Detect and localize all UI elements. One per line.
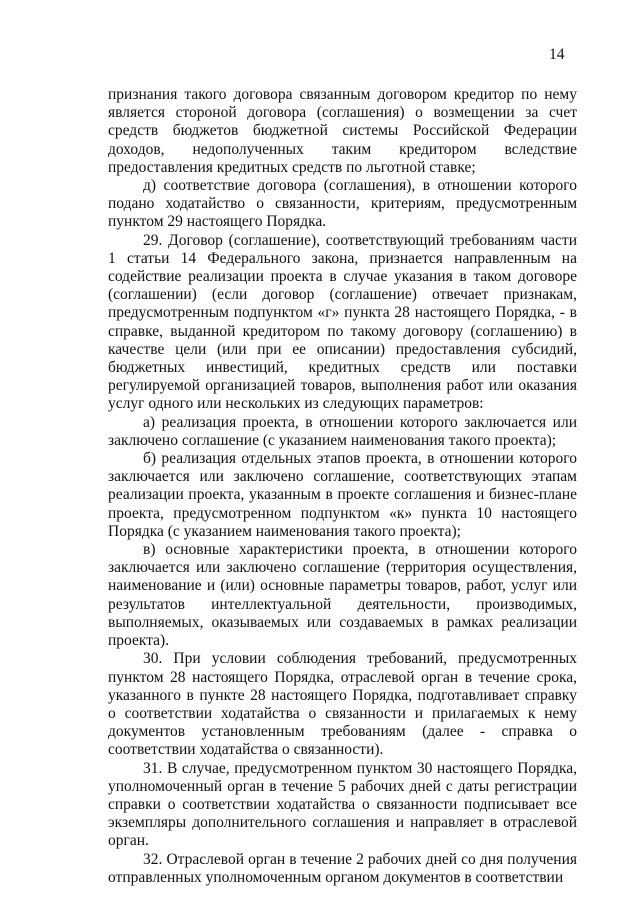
paragraph-subitem-b: б) реализация отдельных этапов проекта, в отношении которого заключается или заключено соглашение, соответствующих этапам реализации проекта, указанным в проекте соглашения и бизнес-плане проекта, предусмотренном подпунктом «к» пункта 10 настоящего Порядка (с указанием наименования такого проекта);	[108, 450, 577, 540]
paragraph-subitem-v: в) основные характеристики проекта, в отношении которого заключается или заключено соглашение (территория осуществления, наименование и (или) основные параметры товаров, работ, услуг или результатов интеллектуальной деятельности, производимых, выполняемых, оказываемых или создаваемых в рамках реализации проекта).	[108, 541, 577, 650]
paragraph-subitem-d: д) соответствие договора (соглашения), в отношении которого подано ходатайство о связанности, критериям, предусмотренным пунктом 29 настоящего Порядка.	[108, 177, 577, 231]
page-number: 14	[549, 46, 565, 63]
paragraph-subitem-a: а) реализация проекта, в отношении которого заключается или заключено соглашение (с указанием наименования такого проекта);	[108, 413, 577, 449]
paragraph-32: 32. Отраслевой орган в течение 2 рабочих дней со дня получения отправленных уполномоченным органом документов в соответствии	[108, 850, 577, 886]
paragraph-29: 29. Договор (соглашение), соответствующий требованиям части 1 статьи 14 Федерального закона, признается направленным на содействие реализации проекта в случае указания в таком договоре (соглашении) (если договор (соглашение) отвечает признакам, предусмотренным подпунктом «г» пункта 28 настоящего Порядка, - в справке, выданной кредитором по такому договору (соглашению) в качестве цели (или при ее описании) предоставления субсидий, бюджетных инвестиций, кредитных средств или поставки регулируемой организацией товаров, выполнения работ или оказания услуг одного или нескольких из следующих параметров:	[108, 231, 577, 413]
paragraph-31: 31. В случае, предусмотренном пунктом 30 настоящего Порядка, уполномоченный орган в течение 5 рабочих дней с даты регистрации справки о соответствии ходатайства о связанности подписывает все экземпляры дополнительного соглашения и направляет в отраслевой орган.	[108, 759, 577, 850]
paragraph-continuation: признания такого договора связанным договором кредитор по нему является стороной договора (соглашения) о возмещении за счет средств бюджетов бюджетной системы Российской Федерации доходов, недополученных таким кредитором вследствие предоставления кредитных средств по льготной ставке;	[108, 86, 577, 176]
document-body	[108, 86, 577, 887]
paragraph-30: 30. При условии соблюдения требований, предусмотренных пунктом 28 настоящего Порядка, отраслевой орган в течение срока, указанного в пункте 28 настоящего Порядка, подготавливает справку о соответствии ходатайства о связанности и прилагаемых к нему документов установленным требованиям (далее - справка о соответствии ходатайства о связанности).	[108, 650, 577, 759]
